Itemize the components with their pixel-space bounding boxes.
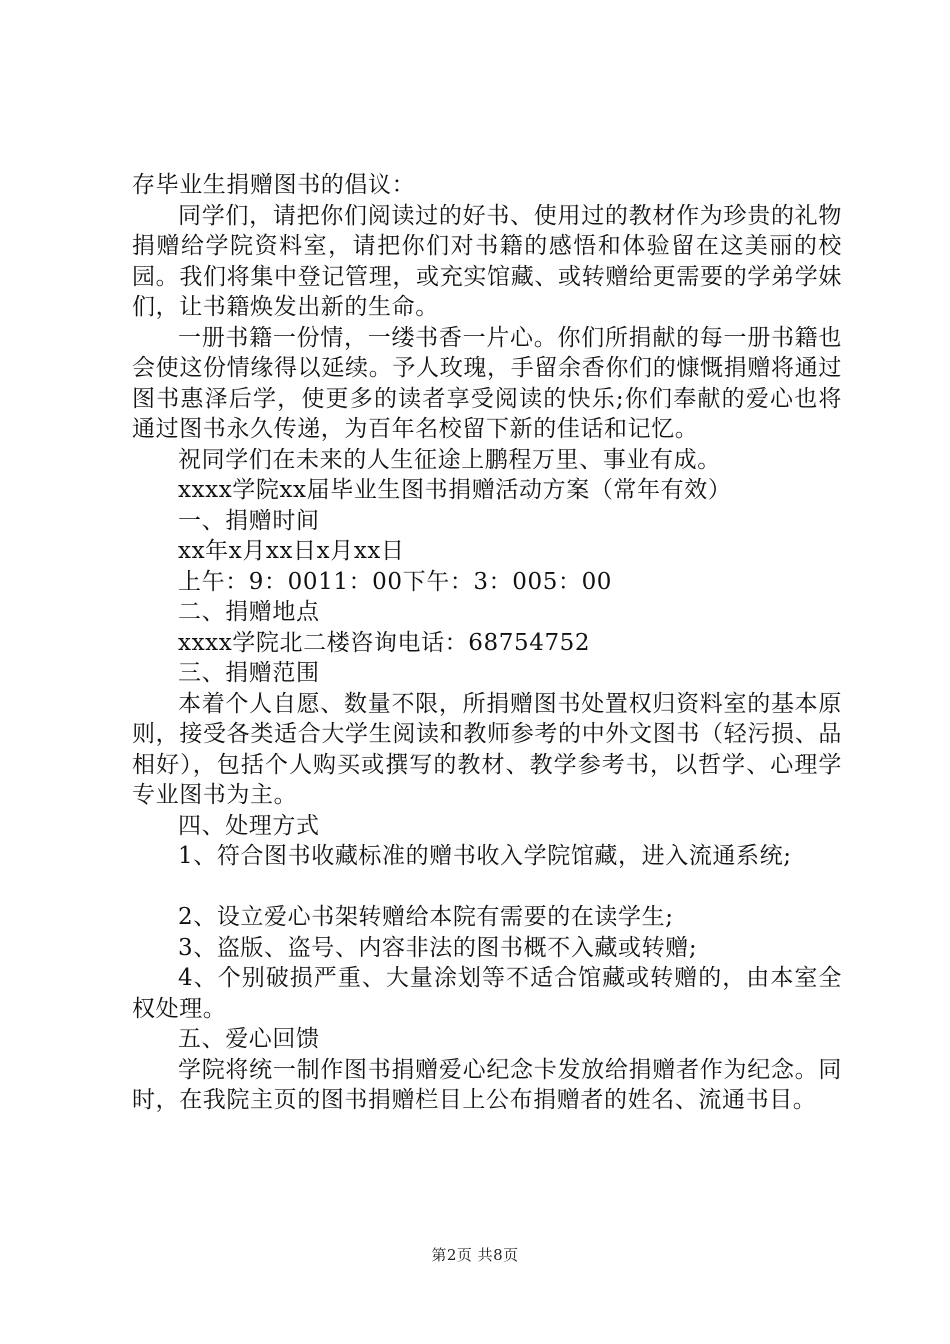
handling-item-1: 1、符合图书收藏标准的赠书收入学院馆藏，进入流通系统; [178, 843, 792, 869]
paragraph-wishes: 祝同学们在未来的人生征途上鹏程万里、事业有成。 [178, 446, 721, 473]
donation-location: xxxx学院北二楼咨询电话：68754752 [178, 629, 591, 656]
donation-hours: 上午：9：0011：00下午：3：005：00 [178, 568, 613, 595]
donation-dates: xx年x月xx日x月xx日 [178, 538, 405, 564]
section-heading-time: 一、捐赠时间 [178, 507, 320, 534]
section-heading-location: 二、捐赠地点 [178, 599, 320, 625]
donation-scope: 本着个人自愿、数量不限，所捐赠图书处置权归资料室的基本原则，接受各类适合大学生阅读和教师参考的中外文图书（轻污损、品相好），包括个人购买或撰写的教材、教学参考书，以哲学、心理学专业图书为主。 [132, 690, 842, 808]
paragraph-sentiment: 一册书籍一份情，一缕书香一片心。你们所捐献的每一册书籍也会使这份情缘得以延续。予人玫瑰，手留余香你们的慷慨捐赠将通过图书惠泽后学，使更多的读者享受阅读的快乐;你们奉献的爱心也将通过图书永久传递，为百年名校留下新的佳话和记忆。 [132, 324, 842, 442]
paragraph-appeal: 同学们，请把你们阅读过的好书、使用过的教材作为珍贵的礼物捐赠给学院资料室，请把你们对书籍的感悟和体验留在这美丽的校园。我们将集中登记管理，或充实馆藏、或转赠给更需要的学弟学妹们，让书籍焕发出新的生命。 [132, 202, 842, 320]
section-heading-feedback: 五、爱心回馈 [178, 1026, 320, 1052]
feedback-text: 学院将统一制作图书捐赠爱心纪念卡发放给捐赠者作为纪念。同时，在我院主页的图书捐赠栏目上公布捐赠者的姓名、流通书目。 [132, 1056, 842, 1113]
plan-title: xxxx学院xx届毕业生图书捐赠活动方案（常年有效） [178, 477, 732, 503]
section-heading-scope: 三、捐赠范围 [178, 660, 320, 686]
section-heading-handling: 四、处理方式 [178, 812, 320, 839]
paragraph-intro: 存毕业生捐赠图书的倡议： [132, 172, 416, 198]
document-body [132, 170, 842, 1116]
page-number-footer: 第2页 共8页 [431, 1246, 519, 1264]
handling-item-2: 2、设立爱心书架转赠给本院有需要的在读学生; [178, 904, 674, 930]
handling-item-4: 4、个别破损严重、大量涂划等不适合馆藏或转赠的，由本室全权处理。 [132, 965, 842, 1022]
handling-item-3: 3、盗版、盗号、内容非法的图书概不入藏或转赠; [178, 934, 698, 961]
